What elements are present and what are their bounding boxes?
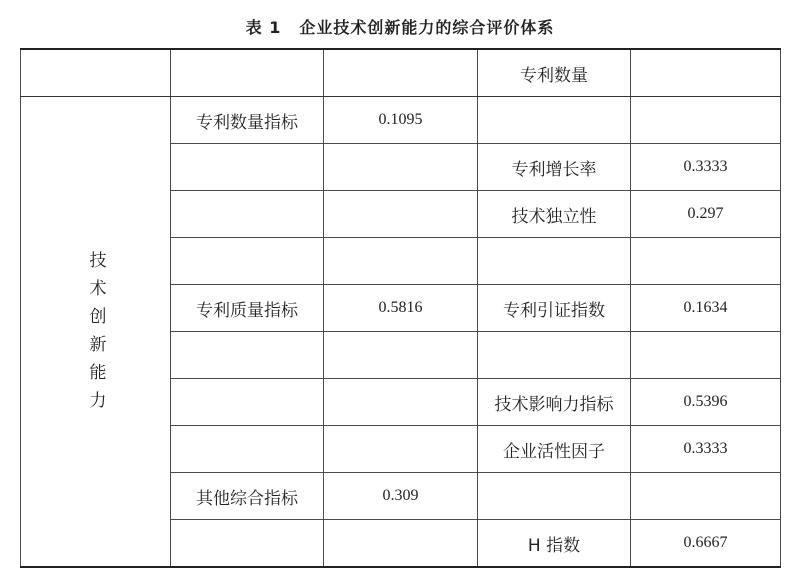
- weight-cell: 0.309: [324, 473, 478, 520]
- indicator-cell: [171, 332, 324, 379]
- sub-weight-cell: 0.3333: [631, 426, 781, 473]
- sub-indicator-cell: [478, 473, 631, 520]
- indicator-cell: 其他综合指标: [171, 473, 324, 520]
- header-cell: [631, 49, 781, 97]
- weight-cell: 0.5816: [324, 285, 478, 332]
- sub-indicator-cell: 企业活性因子: [478, 426, 631, 473]
- indicator-cell: 专利数量指标: [171, 97, 324, 144]
- header-cell: [324, 49, 478, 97]
- sub-indicator-cell: [478, 97, 631, 144]
- weight-cell: [324, 379, 478, 426]
- header-cell: [21, 49, 171, 97]
- sub-weight-cell: [631, 473, 781, 520]
- sub-indicator-cell: 专利增长率: [478, 144, 631, 191]
- weight-cell: [324, 144, 478, 191]
- sub-weight-cell: 0.6667: [631, 520, 781, 568]
- weight-cell: [324, 332, 478, 379]
- indicator-cell: 专利质量指标: [171, 285, 324, 332]
- indicator-cell: [171, 144, 324, 191]
- caption-label: 表 1: [245, 18, 282, 37]
- weight-cell: [324, 426, 478, 473]
- sub-weight-cell: 0.5396: [631, 379, 781, 426]
- sub-indicator-cell: [478, 332, 631, 379]
- evaluation-table: [20, 48, 781, 568]
- caption-title: 企业技术创新能力的综合评价体系: [299, 18, 555, 37]
- category-label: 技术创新能力: [85, 250, 106, 419]
- sub-indicator-cell: 技术独立性: [478, 191, 631, 238]
- category-cell: [21, 97, 171, 568]
- sub-weight-cell: [631, 97, 781, 144]
- table-caption: [0, 17, 800, 39]
- sub-weight-cell: 0.1634: [631, 285, 781, 332]
- sub-weight-cell: 0.3333: [631, 144, 781, 191]
- weight-cell: 0.1095: [324, 97, 478, 144]
- sub-weight-cell: [631, 238, 781, 285]
- indicator-cell: [171, 238, 324, 285]
- indicator-cell: [171, 191, 324, 238]
- indicator-cell: [171, 379, 324, 426]
- sub-weight-cell: 0.297: [631, 191, 781, 238]
- indicator-cell: [171, 520, 324, 568]
- sub-indicator-cell: 专利引证指数: [478, 285, 631, 332]
- weight-cell: [324, 191, 478, 238]
- weight-cell: [324, 238, 478, 285]
- header-row: [21, 49, 781, 97]
- sub-indicator-cell: [478, 238, 631, 285]
- header-cell: [171, 49, 324, 97]
- sub-indicator-cell: H 指数: [478, 520, 631, 568]
- sub-indicator-cell: 技术影响力指标: [478, 379, 631, 426]
- table-row: [21, 97, 781, 144]
- indicator-cell: [171, 426, 324, 473]
- header-cell: 专利数量: [478, 49, 631, 97]
- weight-cell: [324, 520, 478, 568]
- sub-weight-cell: [631, 332, 781, 379]
